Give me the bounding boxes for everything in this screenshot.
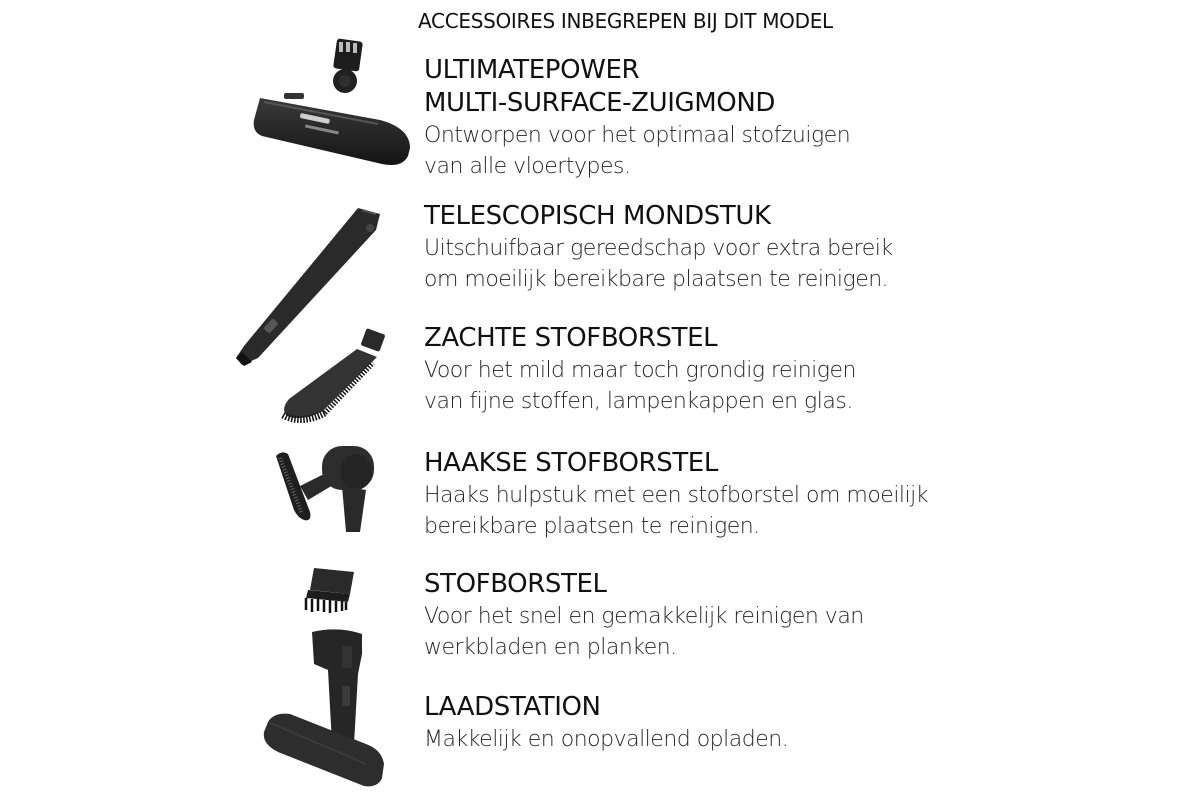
- accessory-description-line: Voor het mild maar toch grondig reinigen: [424, 358, 856, 383]
- accessory-description: [424, 480, 928, 542]
- accessory-title: [424, 447, 928, 480]
- charging-station-icon: [258, 626, 388, 796]
- accessory-title-line: LAADSTATION: [424, 692, 601, 722]
- page-title: ACCESSOIRES INBEGREPEN BIJ DIT MODEL: [418, 9, 833, 33]
- accessory-title-line: HAAKSE STOFBORSTEL: [424, 448, 718, 478]
- accessory-title-line: ZACHTE STOFBORSTEL: [424, 323, 718, 353]
- accessory-description: [424, 120, 850, 182]
- accessory-ultimatepower-nozzle: [424, 54, 850, 182]
- accessory-dusting-brush: [424, 568, 864, 663]
- accessory-angled-dusting-brush: [424, 447, 928, 542]
- accessory-description: [424, 233, 893, 295]
- accessory-title-line: TELESCOPISCH MONDSTUK: [424, 201, 771, 231]
- soft-dusting-brush-icon: [265, 325, 395, 425]
- angled-dusting-brush-icon: [272, 442, 387, 537]
- accessory-description: [424, 355, 856, 417]
- accessory-description-line: Uitschuifbaar gereedschap voor extra bereik: [424, 236, 893, 261]
- accessory-title-line: STOFBORSTEL: [424, 569, 607, 599]
- accessory-description-line: Makkelijk en onopvallend opladen.: [424, 727, 789, 752]
- accessory-description-line: van alle vloertypes.: [424, 154, 631, 179]
- accessory-telescopic-nozzle: [424, 200, 893, 295]
- accessory-title-line: ULTIMATEPOWER: [424, 55, 640, 85]
- accessory-description-line: om moeilijk bereikbare plaatsen te reinigen.: [424, 267, 889, 292]
- accessory-description-line: Voor het snel en gemakkelijk reinigen van: [424, 604, 864, 629]
- floor-nozzle-icon: [250, 36, 420, 176]
- accessory-description-line: bereikbare plaatsen te reinigen.: [424, 514, 760, 539]
- accessory-title-line: MULTI-SURFACE-ZUIGMOND: [424, 88, 775, 118]
- dusting-brush-icon: [300, 566, 360, 616]
- accessory-charging-station: [424, 691, 788, 755]
- accessory-description-line: werkbladen en planken.: [424, 635, 677, 660]
- accessory-title: [424, 568, 864, 601]
- accessory-title: [424, 54, 850, 120]
- accessory-description: [424, 601, 864, 663]
- accessory-description-line: Haaks hulpstuk met een stofborstel om moeilijk: [424, 483, 929, 508]
- accessory-title: [424, 691, 788, 724]
- accessory-description: [424, 724, 788, 755]
- accessory-soft-dusting-brush: [424, 322, 856, 417]
- accessory-title: [424, 200, 893, 233]
- accessory-description-line: Ontworpen voor het optimaal stofzuigen: [424, 123, 851, 148]
- accessory-description-line: van fijne stoffen, lampenkappen en glas.: [424, 389, 853, 414]
- accessory-title: [424, 322, 856, 355]
